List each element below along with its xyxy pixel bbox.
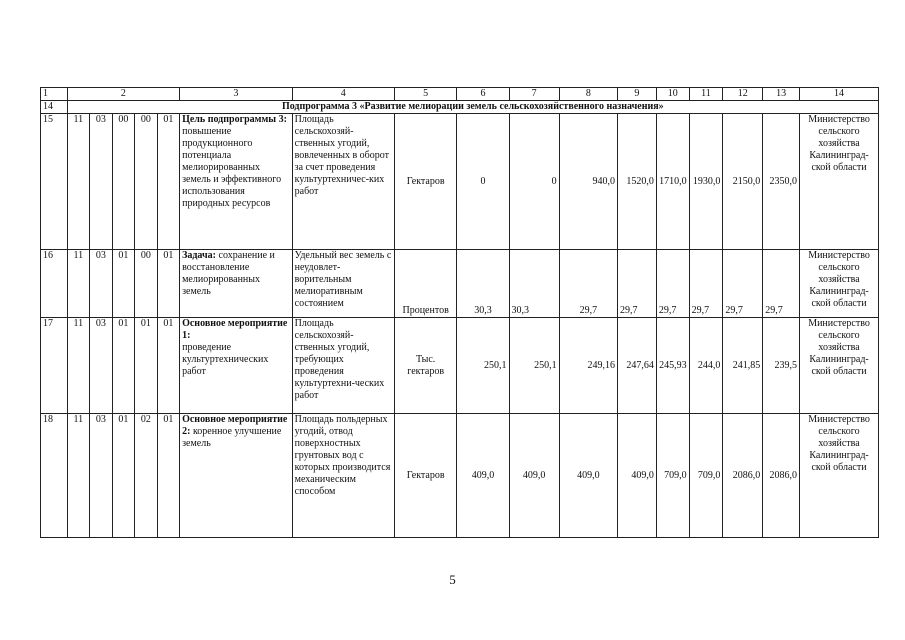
value-cell: 2350,0 [763,114,800,250]
code-cell: 03 [90,318,113,414]
organization-cell: Министерство сельского хозяйства Калининград-ской области [800,114,879,250]
code-cell: 11 [67,414,90,538]
unit-cell: Гектаров [394,414,456,538]
code-cell: 01 [157,114,180,250]
value-cell: 29,7 [656,250,689,318]
header-row [41,88,879,101]
value-cell: 239,5 [763,318,800,414]
code-cell: 11 [67,114,90,250]
value-cell: 30,3 [509,250,559,318]
value-cell: 250,1 [509,318,559,414]
code-cell: 03 [90,114,113,250]
row-number: 18 [41,414,68,538]
value-cell: 241,85 [723,318,763,414]
value-cell: 409,0 [617,414,656,538]
value-cell: 29,7 [617,250,656,318]
goal-heading: Цель подпрограммы 3: [182,114,287,125]
header-cell: 11 [689,88,723,101]
unit-cell: Тыс. гектаров [394,318,456,414]
code-cell: 01 [157,250,180,318]
value-cell: 2086,0 [763,414,800,538]
code-cell: 01 [112,250,135,318]
value-cell: 1520,0 [617,114,656,250]
code-cell: 01 [112,414,135,538]
goal-text: коренное улучшение земель [182,426,282,449]
unit-cell: Гектаров [394,114,456,250]
value-cell: 250,1 [457,318,509,414]
row-number: 16 [41,250,68,318]
goal-text: сохранение и восстановление мелиорированных земель [182,250,275,297]
page-number: 5 [449,572,456,587]
value-cell: 29,7 [723,250,763,318]
value-cell: 245,93 [656,318,689,414]
goal-text: повышение продукционного потенциала мелиорированных земель и эффективного использования природных ресурсов [182,126,282,209]
header-cell: 1 [41,88,68,101]
value-cell: 29,7 [763,250,800,318]
indicators-table [40,87,879,538]
code-cell: 01 [135,318,158,414]
value-cell: 940,0 [559,114,617,250]
code-cell: 02 [135,414,158,538]
header-cell: 3 [180,88,293,101]
header-cell: 4 [292,88,394,101]
code-cell: 03 [90,414,113,538]
header-cell: 14 [800,88,879,101]
organization-cell: Министерство сельского хозяйства Калининград-ской области [800,318,879,414]
header-cell: 7 [509,88,559,101]
header-cell: 6 [457,88,509,101]
value-cell: 709,0 [689,414,723,538]
goal-heading: Задача: [182,250,216,261]
indicator-cell: Удельный вес земель с неудовлет-ворительным мелиоративным состоянием [292,250,394,318]
value-cell: 2086,0 [723,414,763,538]
value-cell: 29,7 [559,250,617,318]
value-cell: 2150,0 [723,114,763,250]
value-cell: 409,0 [457,414,509,538]
organization-cell: Министерство сельского хозяйства Калининград-ской области [800,414,879,538]
table-row [41,250,879,318]
code-cell: 01 [157,318,180,414]
value-cell: 244,0 [689,318,723,414]
value-cell: 0 [457,114,509,250]
goal-text: проведение культуртехнических работ [182,342,269,377]
code-cell: 00 [112,114,135,250]
goal-heading: Основное мероприятие 2: [182,414,288,437]
code-cell: 03 [90,250,113,318]
code-cell: 00 [135,114,158,250]
subprogram-row [41,101,879,114]
header-cell: 5 [394,88,456,101]
code-cell: 11 [67,318,90,414]
goal-cell [180,414,293,538]
value-cell: 247,64 [617,318,656,414]
value-cell: 1930,0 [689,114,723,250]
goal-heading: Основное мероприятие 1: [182,318,288,341]
goal-cell [180,114,293,250]
header-cell: 10 [656,88,689,101]
row-number: 15 [41,114,68,250]
goal-cell [180,250,293,318]
header-cell: 13 [763,88,800,101]
unit-cell: Процентов [394,250,456,318]
value-cell: 29,7 [689,250,723,318]
value-cell: 1710,0 [656,114,689,250]
code-cell: 00 [135,250,158,318]
value-cell: 249,16 [559,318,617,414]
table-row [41,318,879,414]
header-cell: 9 [617,88,656,101]
value-cell: 0 [509,114,559,250]
header-cell: 2 [67,88,180,101]
code-cell: 01 [157,414,180,538]
value-cell: 409,0 [509,414,559,538]
code-cell: 01 [112,318,135,414]
row-number: 14 [41,101,68,114]
value-cell: 30,3 [457,250,509,318]
table-row [41,414,879,538]
goal-cell [180,318,293,414]
subprogram-title: Подпрограмма 3 «Развитие мелиорации земель сельскохозяйственного назначения» [67,101,878,114]
header-cell: 8 [559,88,617,101]
indicator-cell: Площадь сельскохозяй-ственных угодий, требующих проведения культуртехни-ческих работ [292,318,394,414]
header-cell: 12 [723,88,763,101]
indicator-cell: Площадь сельскохозяй-ственных угодий, вовлеченных в оборот за счет проведения культуртехничес-ких работ [292,114,394,250]
table-row [41,114,879,250]
row-number: 17 [41,318,68,414]
value-cell: 709,0 [656,414,689,538]
value-cell: 409,0 [559,414,617,538]
organization-cell: Министерство сельского хозяйства Калининград-ской области [800,250,879,318]
indicator-cell: Площадь польдерных угодий, отвод поверхностных грунтовых вод с которых производится механическим способом [292,414,394,538]
code-cell: 11 [67,250,90,318]
